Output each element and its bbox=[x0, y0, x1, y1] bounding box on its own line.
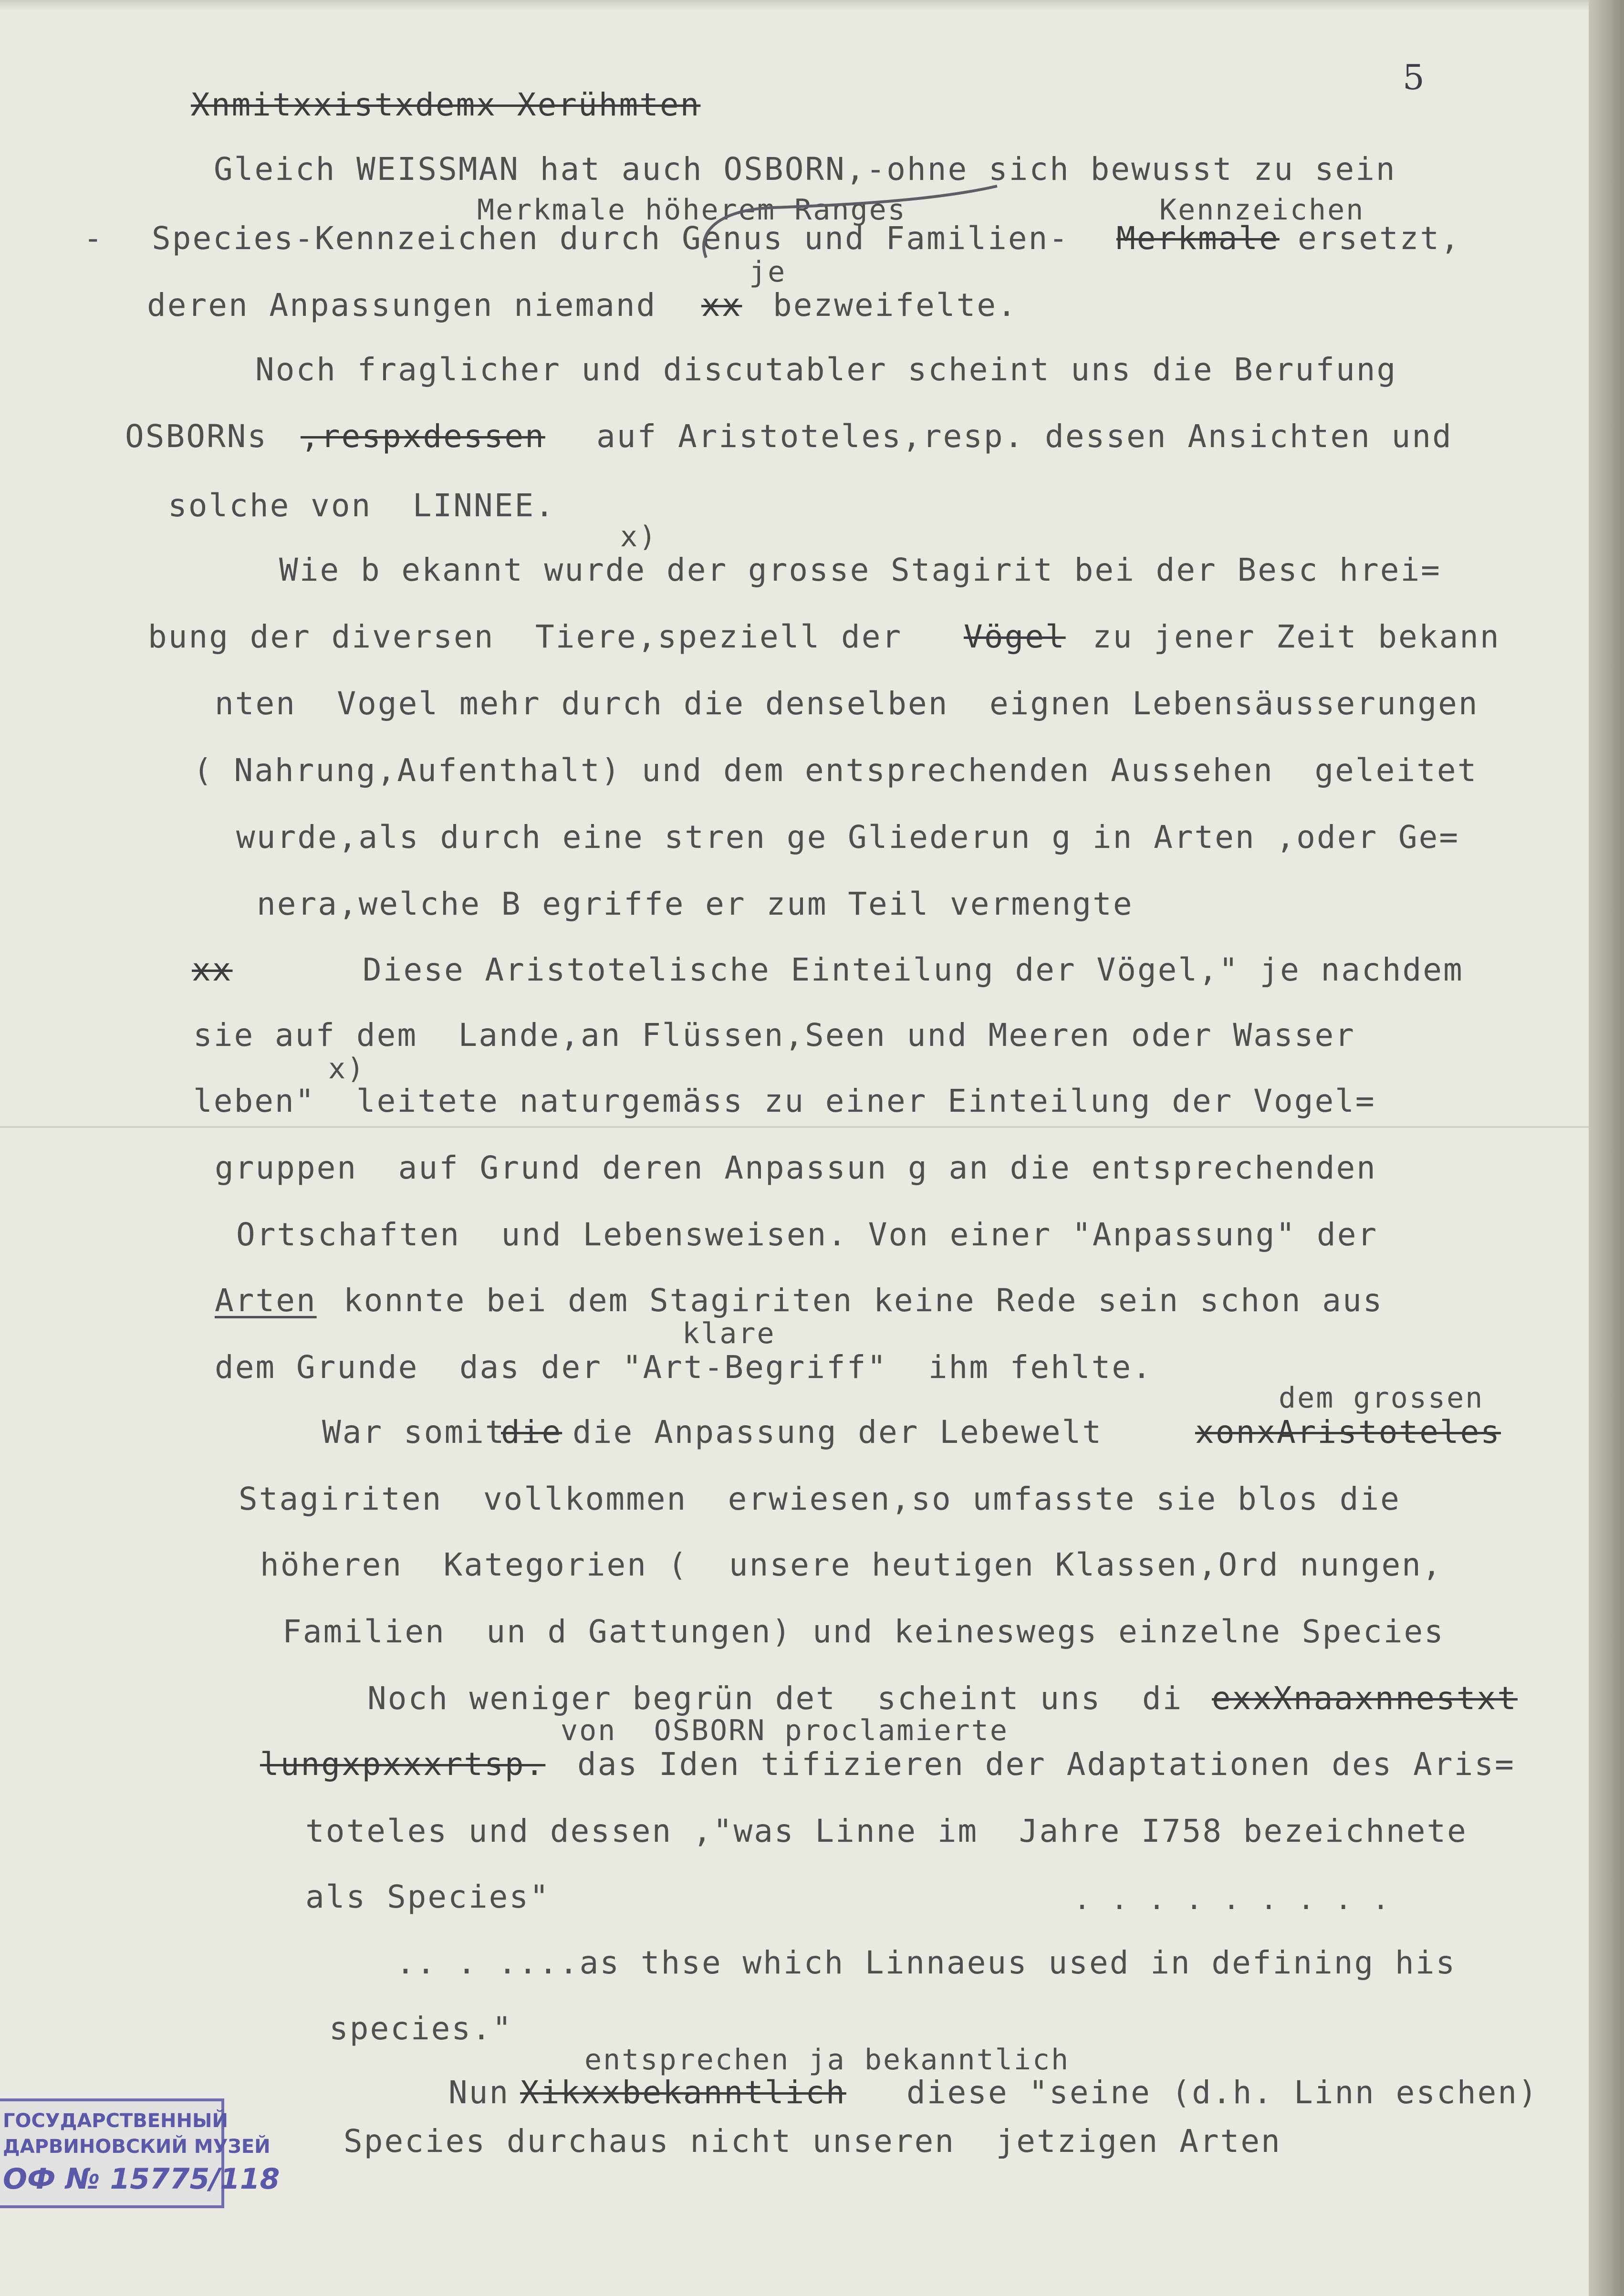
struck-word: xonxAristoteles bbox=[1195, 1414, 1501, 1451]
interlinear-insertion: entsprechen ja bekanntlich bbox=[584, 2043, 1070, 2077]
interlinear-insertion: Kennzeichen bbox=[1159, 193, 1365, 227]
text-line: Noch fraglicher und discutabler scheint uns die Berufung bbox=[255, 351, 1397, 388]
struck-word: Merkmale bbox=[1116, 220, 1280, 257]
interlinear-insertion: dem grossen bbox=[1279, 1381, 1484, 1415]
text-line: Diese Aristotelische Einteilung der Vögel," je nachdem bbox=[363, 951, 1464, 988]
text-line: Stagiriten vollkommen erwiesen,so umfasste sie blos die bbox=[239, 1481, 1401, 1517]
text-line: zu jener Zeit bekann bbox=[1093, 618, 1500, 655]
text-line: ( Nahrung,Aufenthalt) und dem entsprechenden Aussehen geleitet bbox=[193, 752, 1478, 789]
interlinear-insertion: von OSBORN proclamierte bbox=[561, 1714, 1009, 1747]
text-line: War somit bbox=[322, 1414, 506, 1451]
text-line: Xnmitxxistxdemx Xerühmten bbox=[191, 86, 701, 123]
paper-fold bbox=[0, 1126, 1589, 1128]
text-line: ersetzt, bbox=[1298, 220, 1461, 257]
stamp-line: ГОСУДАРСТВЕННЫЙ bbox=[3, 2110, 228, 2132]
interlinear-insertion: klare bbox=[682, 1317, 776, 1350]
text-line: nten Vogel mehr durch die denselben eignen Lebensäusserungen bbox=[215, 685, 1479, 722]
struck-word: exxXnaaxnnestxt bbox=[1212, 1680, 1518, 1717]
text-line: diese "seine (d.h. Linn eschen) bbox=[906, 2074, 1539, 2111]
page-edge bbox=[1589, 0, 1624, 2296]
text-line: Gleich WEISSMAN hat auch OSBORN,-ohne sich bewusst zu sein bbox=[214, 151, 1396, 188]
struck-word: xx bbox=[192, 951, 233, 988]
struck-word: xx bbox=[701, 287, 742, 324]
text-line: die Anpassung der Lebewelt bbox=[573, 1414, 1103, 1451]
struck-word: Vögel bbox=[964, 618, 1066, 655]
text-line: wurde,als durch eine stren ge Gliederun g in Arten ,oder Ge= bbox=[236, 819, 1460, 856]
interlinear-insertion: je bbox=[749, 255, 787, 289]
text-line: auf Aristoteles,resp. dessen Ansichten und bbox=[596, 418, 1453, 455]
text-line: OSBORNs bbox=[125, 418, 268, 455]
text-line: konnte bei dem Stagiriten keine Rede sein schon aus bbox=[344, 1282, 1384, 1319]
text-line: höheren Kategorien ( unsere heutigen Klassen,Ord nungen, bbox=[260, 1546, 1443, 1583]
stamp-line: ДАРВИНОВСКИЙ МУЗЕЙ bbox=[3, 2136, 271, 2158]
ellipsis-dots: . . . . . . . . . bbox=[1073, 1883, 1391, 1916]
page-number: 5 bbox=[1403, 57, 1425, 97]
struck-word: ,respxdessen bbox=[301, 418, 545, 455]
text-line: Species durchaus nicht unseren jetzigen Arten bbox=[344, 2123, 1281, 2160]
text-line: gruppen auf Grund deren Anpassun g an die entsprechenden bbox=[215, 1149, 1377, 1186]
struck-word: Xikxxbekanntlich bbox=[520, 2074, 846, 2111]
text-line: Ortschaften und Lebensweisen. Von einer "Anpassung" der bbox=[236, 1216, 1378, 1253]
text-line: als Species" bbox=[305, 1879, 550, 1915]
interlinear-insertion: Merkmale höherem Ranges bbox=[477, 193, 906, 227]
text-line: Wie b ekannt wurde der grosse Stagirit bei der Besc hrei= bbox=[279, 552, 1441, 588]
text-line: sie auf dem Lande,an Flüssen,Seen und Meeren oder Wasser bbox=[193, 1017, 1355, 1054]
museum-stamp bbox=[0, 2098, 280, 2208]
text-line: bezweifelte. bbox=[773, 287, 1018, 324]
text-line: dem Grunde das der "Art-Begriff" ihm fehlte. bbox=[215, 1349, 1153, 1386]
text-line: bung der diversen Tiere,speziell der bbox=[148, 618, 903, 655]
text-line: toteles und dessen ,"was Linne im Jahre I758 bezeichnete bbox=[305, 1813, 1468, 1849]
footnote-mark: x) bbox=[328, 1052, 366, 1085]
text-line: Noch weniger begrün det scheint uns di bbox=[367, 1680, 1183, 1717]
text-line: Nun bbox=[448, 2074, 510, 2111]
pen-insertion-mark bbox=[687, 181, 1021, 277]
underlined-word: Arten bbox=[215, 1282, 317, 1319]
text-line: .. . ....as thse which Linnaeus used in defining his bbox=[396, 1944, 1457, 1981]
text-line: deren Anpassungen niemand bbox=[147, 287, 657, 324]
text-line: nera,welche B egriffe er zum Teil vermengte bbox=[257, 886, 1134, 922]
margin-dash: - bbox=[83, 220, 104, 257]
text-line: species." bbox=[329, 2010, 513, 2047]
text-line: Species-Kennzeichen durch Genus und Familien- bbox=[152, 220, 1070, 257]
stamp-inventory-number: ОФ № 15775/118 bbox=[3, 2162, 280, 2196]
text-line: leben" leitete naturgemäss zu einer Einteilung der Vogel= bbox=[193, 1083, 1376, 1119]
footnote-mark: x) bbox=[620, 520, 658, 553]
text-line: das Iden tifizieren der Adaptationen des Aris= bbox=[577, 1746, 1515, 1783]
text-line: solche von LINNEE. bbox=[168, 487, 555, 524]
text-line: Familien un d Gattungen) und keineswegs einzelne Species bbox=[282, 1613, 1445, 1650]
struck-word: lungxpxxxrtsp. bbox=[260, 1746, 546, 1783]
page-top-shadow bbox=[0, 0, 1589, 10]
struck-word: die bbox=[501, 1414, 562, 1451]
